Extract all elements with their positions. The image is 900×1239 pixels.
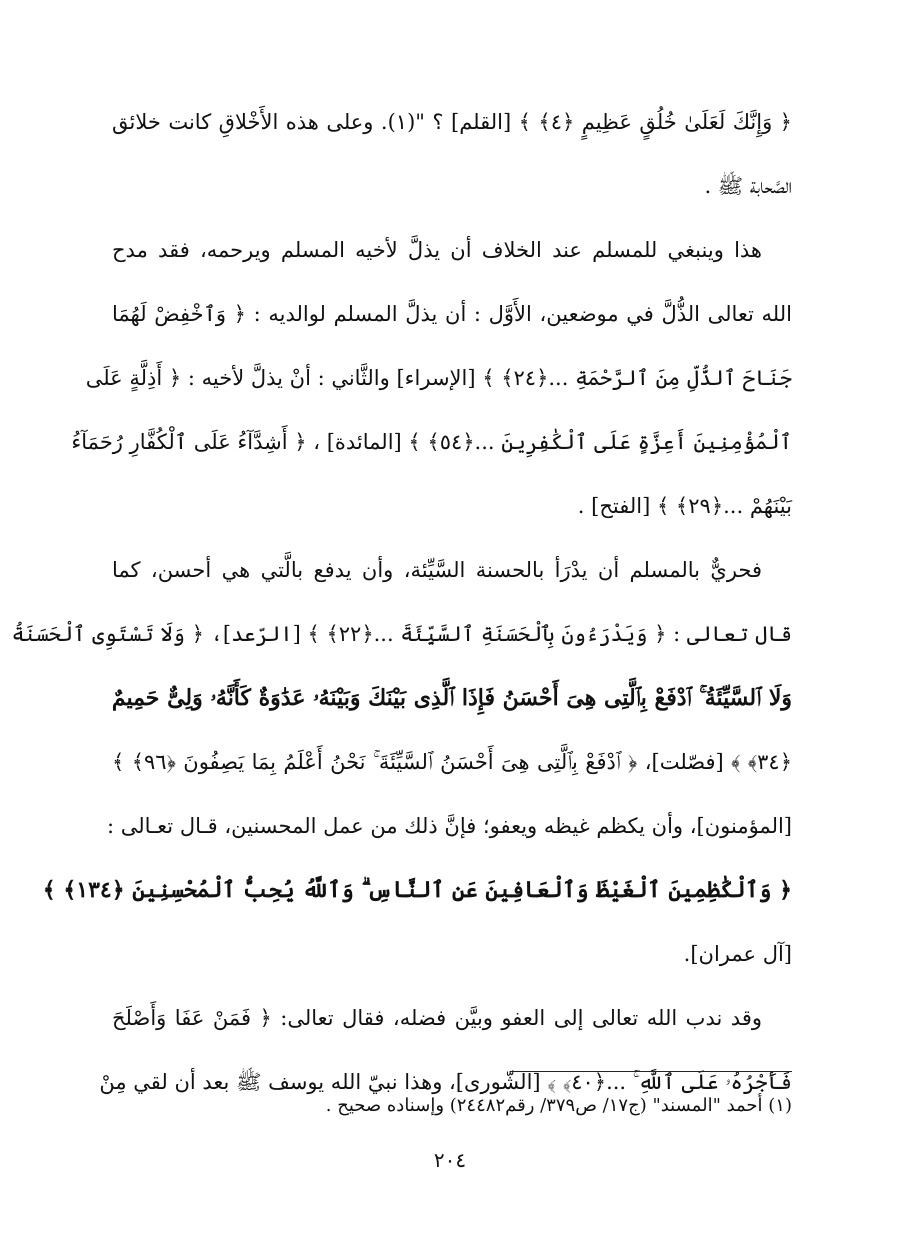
text-line: ﴿ وَإِنَّكَ لَعَلَىٰ خُلُقٍ عَظِيمٍ ﴿٤﴾ ﴾ [القلم] ؟ "(١). وعلى هذه الأَخْلاقِ كانت خلائق [112, 110, 792, 134]
page-body [11, 90, 792, 1114]
page-number: ٢٠٤ [433, 1148, 467, 1172]
text-line: ٱلْمُؤْمِنِينَ أَعِزَّةٍ عَلَى ٱلْكَٰفِرِينَ ...﴿٥٤﴾ ﴾ [المائدة] ، ﴿ أَشِدَّآءُ عَلَى ٱلْكُفَّارِ رُحَمَآءُ [71, 430, 792, 454]
text-line: هذا وينبغي للمسلم عند الخلاف أن يذلَّ لأخيه المسلم ويرحمه، فقد مدح [112, 238, 762, 262]
text-line: جَنَاحَ ٱلذُّلِّ مِنَ ٱلرَّحْمَةِ ...﴿٢٤﴾ ﴾ [الإسراء] والثَّاني : أنْ يذلَّ لأخيه : ﴿ أَذِلَّةٍ عَلَى [85, 366, 792, 390]
quran-verse-line: ﴿ وَٱلْكَٰظِمِينَ ٱلْغَيْظَ وَٱلْعَافِينَ عَنِ ٱلنَّاسِ ۗ وَٱللَّهُ يُحِبُّ ٱلْمُحْسِنِينَ ﴿١٣٤﴾ ﴾ [42, 877, 792, 903]
text-line: بَيْنَهُمْ ...﴿٢٩﴾ ﴾ [الفتح] . [577, 494, 792, 518]
text-line: ﴿٣٤﴾ ﴾ [فصّلت]، ﴿ ٱدْفَعْ بِٱلَّتِى هِىَ أَحْسَنُ ٱلسَّيِّئَةَ ۚ نَحْنُ أَعْلَمُ بِمَا يَصِفُونَ ﴿٩٦﴾ ﴾ [112, 750, 792, 774]
text-line: فَأَجْرُهُۥ عَلَى ٱللَّهِ ۚ ...﴿٤٠﴾ ﴾ [الشّورى]، وهذا نبيّ الله يوسف ﷺ بعد أن لقي مِنْ [99, 1070, 792, 1094]
text-line: فحريٌّ بالمسلم أن يدْرَأ بالحسنة السَّيِّئة، وأن يدفع بالَّتي هي أحسن، كما [112, 558, 762, 582]
footnote: (١) أحمد "المسند" (ج١٧/ ص٣٧٩/ رقم٢٤٤٨٢) وإسناده صحيح . [325, 1095, 792, 1116]
text-line: [آل عمران]. [683, 942, 792, 966]
quran-verse-line: وَلَا ٱلسَّيِّئَةُ ۚ ٱدْفَعْ بِٱلَّتِى هِىَ أَحْسَنُ فَإِذَا ٱلَّذِى بَيْنَكَ وَبَيْنَهُۥ عَدَٰوَةٌ كَأَنَّهُۥ وَلِىٌّ حَمِيمٌ [111, 685, 792, 711]
text-line: قال تعالى : ﴿ وَيَدْرَءُونَ بِٱلْحَسَنَةِ ٱلسَّيِّئَةَ ...﴿٢٢﴾ ﴾ [الرّعد]، ﴿ وَلَا تَسْتَوِى ٱلْحَسَنَةُ [11, 622, 792, 646]
text-line: [المؤمنون]، وأن يكظم غيظه ويعفو؛ فإنَّ ذلك من عمل المحسنين، قـال تعـالى : [106, 814, 792, 838]
text-line: وقد ندب الله تعالى إلى العفو وبيَّن فضله، فقال تعالى: ﴿ فَمَنْ عَفَا وَأَصْلَحَ [112, 1006, 762, 1030]
text-line: الله تعالى الذُّلَّ في موضعين، الأَوَّل : أن يذلَّ المسلم لوالديه : ﴿ وَٱخْفِضْ لَهُمَا [112, 302, 792, 326]
text-line: الصَّحابة ﷺ . [704, 174, 792, 198]
footnote-separator [510, 1071, 792, 1072]
